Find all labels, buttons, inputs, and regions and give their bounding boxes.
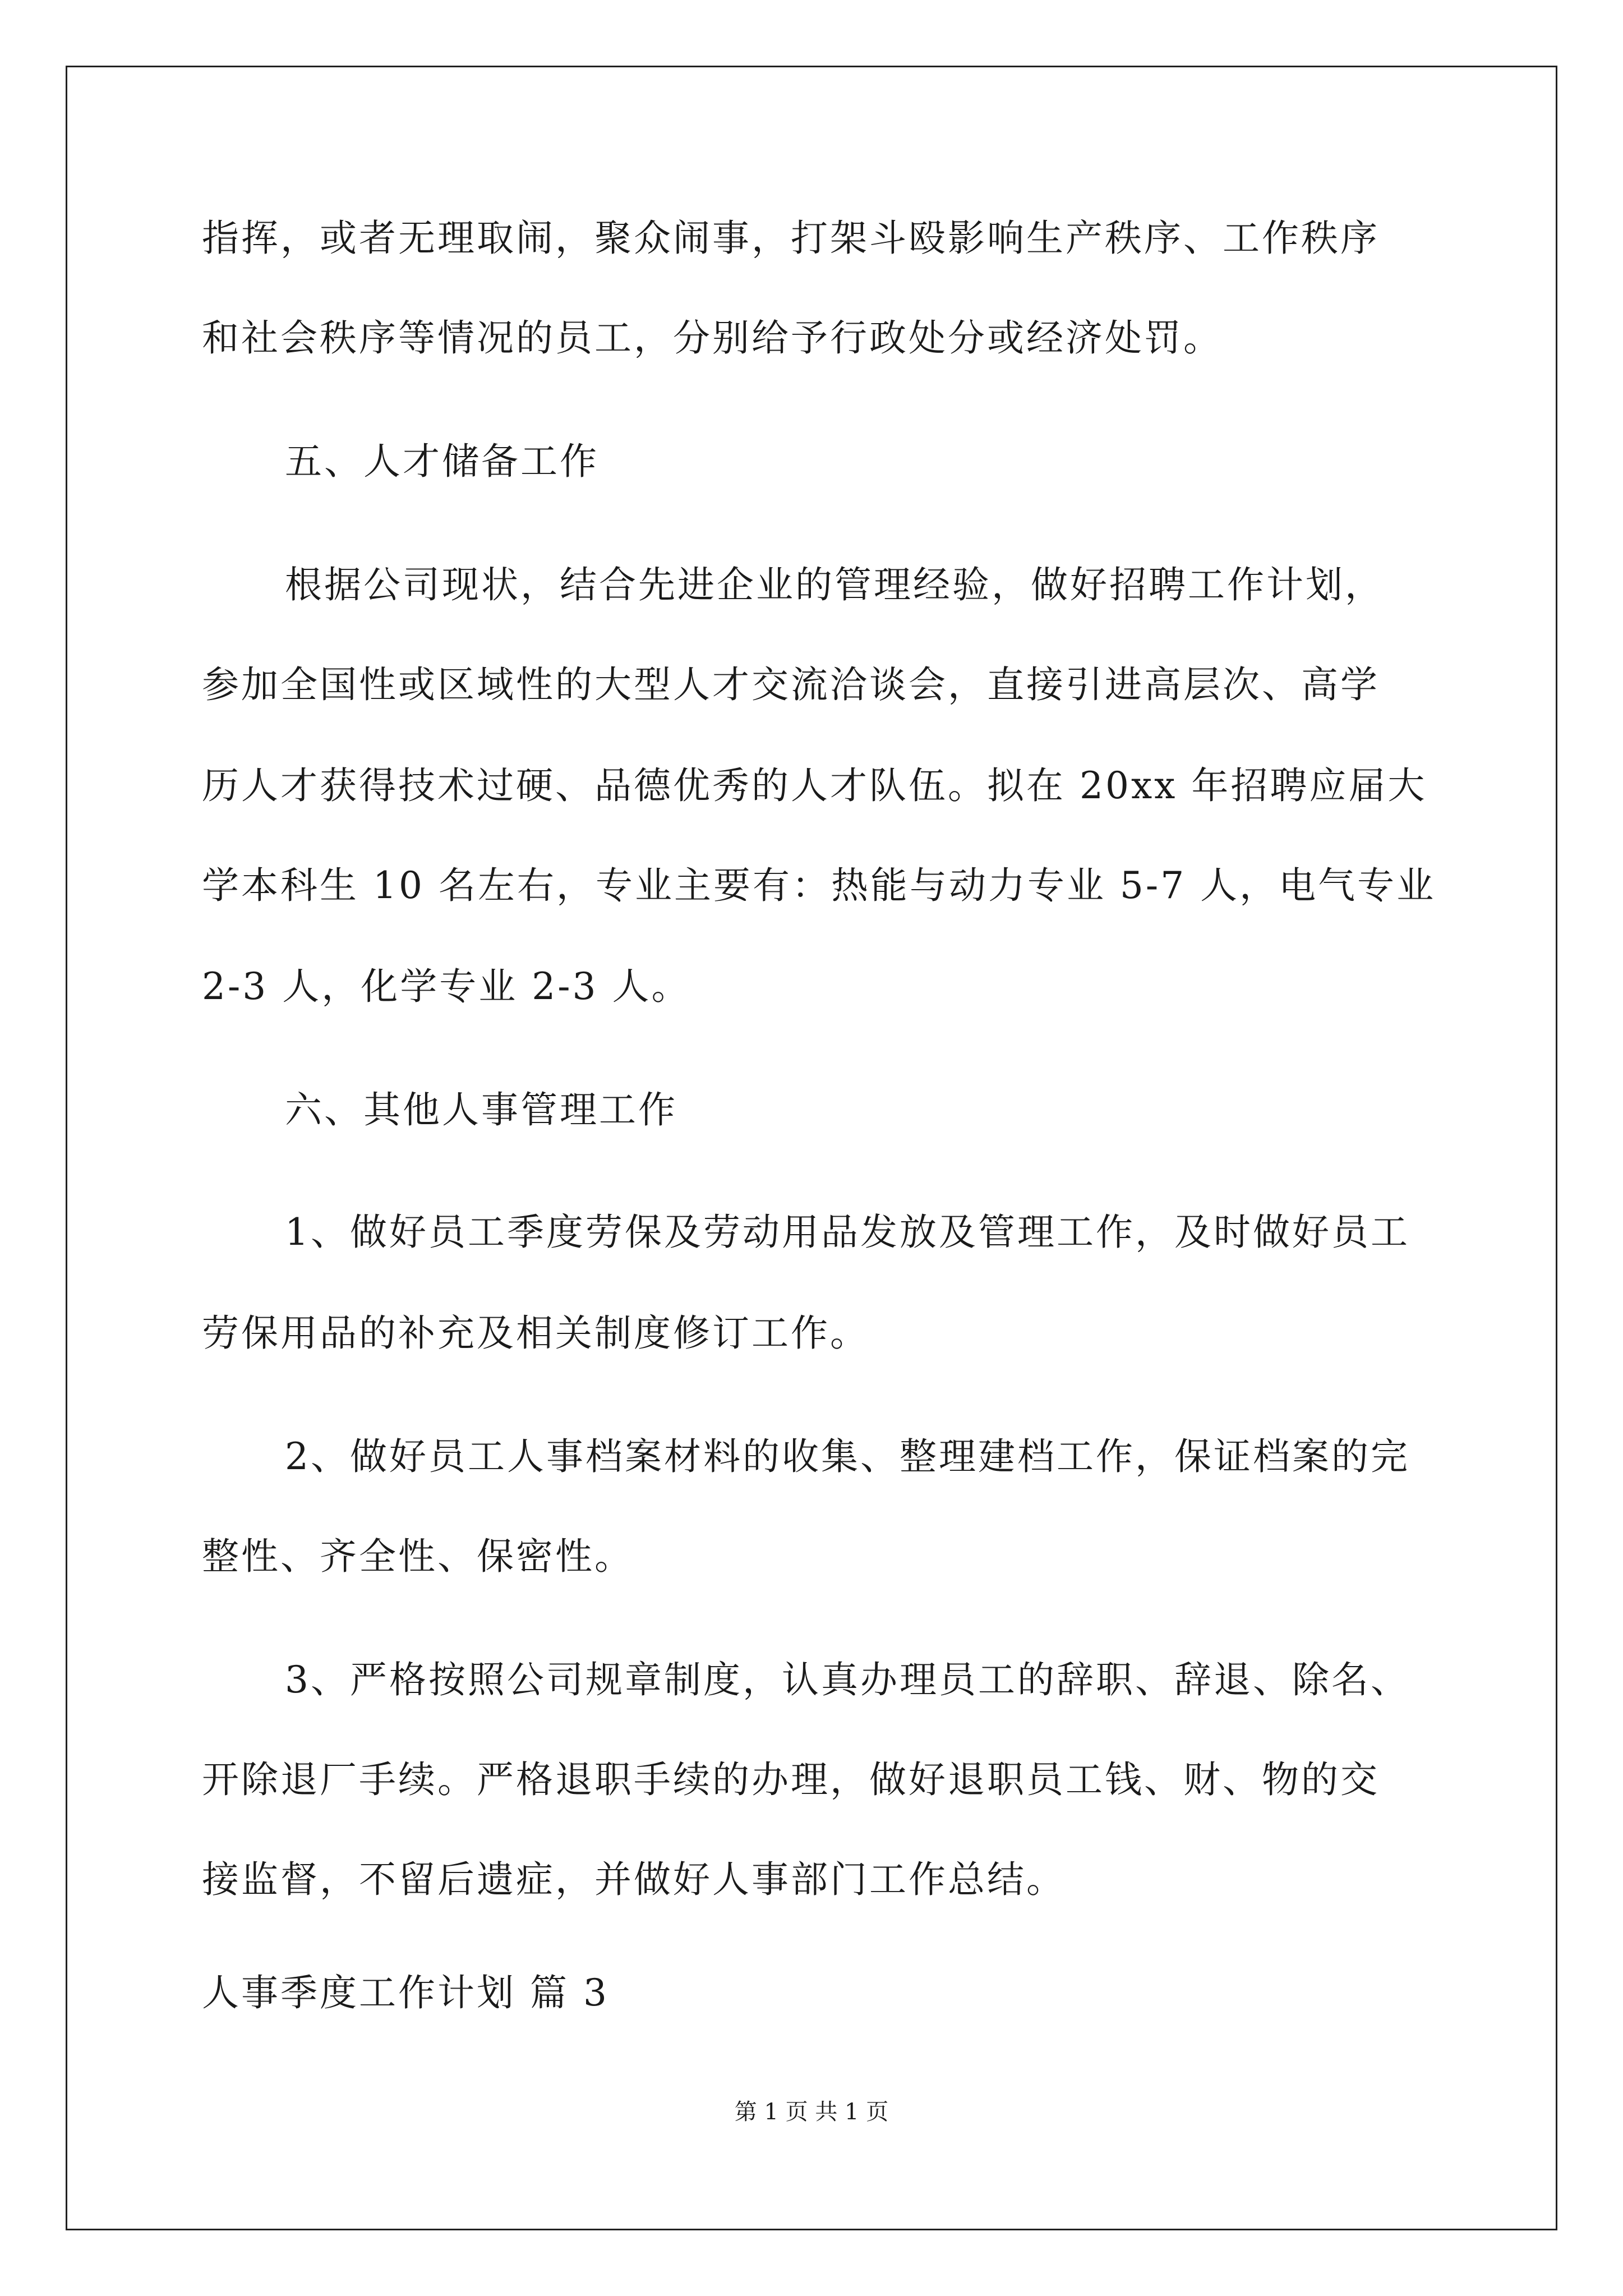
paragraph-line: 开除退厂手续。严格退职手续的办理，做好退职员工钱、财、物的交 [202, 1758, 1380, 1801]
paragraph-line: 3、严格按照公司规章制度，认真办理员工的辞职、辞退、除名、 [285, 1658, 1410, 1701]
paragraph-line: 学本科生 10 名左右，专业主要有：热能与动力专业 5-7 人，电气专业 [202, 864, 1436, 907]
page-footer: 第 1 页 共 1 页 [734, 2099, 889, 2125]
page-border [66, 66, 1557, 2230]
paragraph-line: 和社会秩序等情况的员工，分别给予行政处分或经济处罚。 [202, 316, 1223, 360]
paragraph-line: 2、做好员工人事档案材料的收集、整理建档工作，保证档案的完 [285, 1435, 1410, 1478]
paragraph-line: 接监督，不留后遗症，并做好人事部门工作总结。 [202, 1858, 1066, 1901]
section-heading: 六、其他人事管理工作 [285, 1088, 677, 1131]
paragraph-line: 根据公司现状，结合先进企业的管理经验，做好招聘工作计划， [285, 563, 1384, 606]
paragraph-line: 1、做好员工季度劳保及劳动用品发放及管理工作，及时做好员工 [285, 1211, 1410, 1254]
paragraph-line: 参加全国性或区域性的大型人才交流洽谈会，直接引进高层次、高学 [202, 663, 1380, 706]
paragraph-line: 整性、齐全性、保密性。 [202, 1535, 634, 1578]
paragraph-line: 2-3 人，化学专业 2-3 人。 [202, 965, 691, 1008]
section-heading: 五、人才储备工作 [285, 440, 599, 483]
paragraph-line: 劳保用品的补充及相关制度修订工作。 [202, 1312, 869, 1355]
article-title: 人事季度工作计划 篇 3 [202, 1971, 609, 2014]
paragraph-line: 历人才获得技术过硬、品德优秀的人才队伍。拟在 20xx 年招聘应届大 [202, 764, 1427, 807]
paragraph-line: 指挥，或者无理取闹，聚众闹事，打架斗殴影响生产秩序、工作秩序 [202, 217, 1380, 260]
